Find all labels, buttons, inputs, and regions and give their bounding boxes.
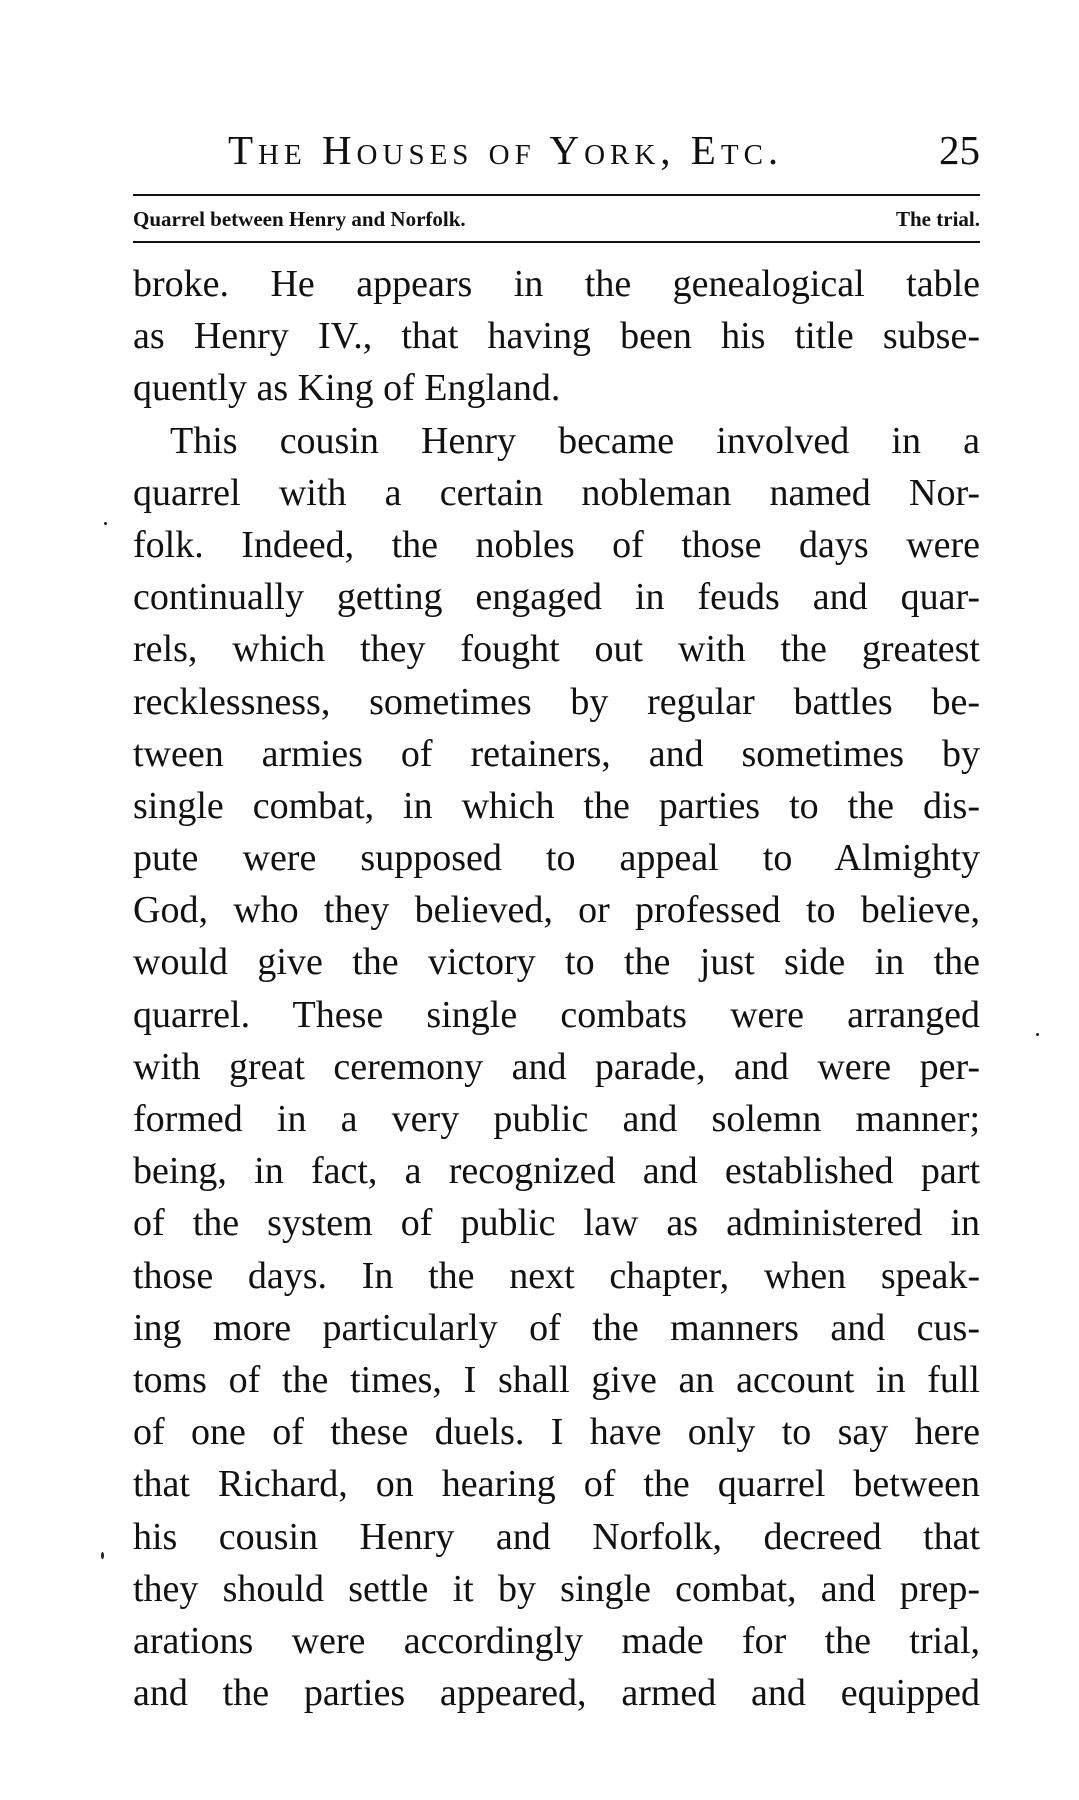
text-line: broke. He appears in the genealogical table [133,263,980,305]
header-rule-bottom [133,241,980,243]
text-line: ing more particularly of the manners and cus- [133,1306,980,1349]
text-line: quarrel with a certain nobleman named Nor- [133,471,980,514]
text-line: continually getting engaged in feuds and quar- [133,576,980,619]
margin-speck [104,522,107,525]
text-line: as Henry IV., that having been his title subse- [133,315,980,358]
running-head [228,118,980,182]
text-line: they should settle it by single combat, and prep- [133,1567,980,1610]
subhead-left: Quarrel between Henry and Norfolk. [133,207,466,231]
text-line: folk. Indeed, the nobles of those days were [133,523,980,566]
text-line: recklessness, sometimes by regular battles be- [133,680,980,723]
text-line: single combat, in which the parties to the dis- [133,784,980,827]
text-line: of the system of public law as administered in [133,1202,980,1245]
marginal-subheads [133,204,980,236]
text-line: arations were accordingly made for the trial, [133,1619,980,1662]
margin-speck [1036,1033,1039,1036]
running-title: The Houses of York, Etc. [228,127,784,173]
text-line: and the parties appeared, armed and equipped [133,1672,980,1715]
text-line: would give the victory to the just side in the [133,941,980,984]
text-line: being, in fact, a recognized and established part [133,1150,980,1193]
paragraph-start-line: This cousin Henry became involved in a [170,419,980,462]
text-line: pute were supposed to appeal to Almighty [133,837,980,880]
body-text [133,258,980,1719]
margin-speck [101,1552,104,1559]
text-line: quarrel. These single combats were arranged [133,993,980,1036]
text-line: formed in a very public and solemn manner; [133,1098,980,1140]
text-line: that Richard, on hearing of the quarrel between [133,1463,980,1506]
subhead-right: The trial. [896,207,980,231]
header-rule-top [133,194,980,196]
text-line: toms of the times, I shall give an account in full [133,1358,980,1401]
text-line: quently as King of England. [133,367,561,410]
text-line: tween armies of retainers, and sometimes by [133,732,980,775]
text-line: of one of these duels. I have only to say here [133,1411,980,1454]
page-number: 25 [939,127,980,173]
text-line: God, who they believed, or professed to believe, [133,889,980,932]
text-line: with great ceremony and parade, and were per- [133,1045,980,1088]
text-line: those days. In the next chapter, when speak- [133,1254,980,1297]
text-line: rels, which they fought out with the greatest [133,628,980,671]
text-line: his cousin Henry and Norfolk, decreed that [133,1515,980,1558]
